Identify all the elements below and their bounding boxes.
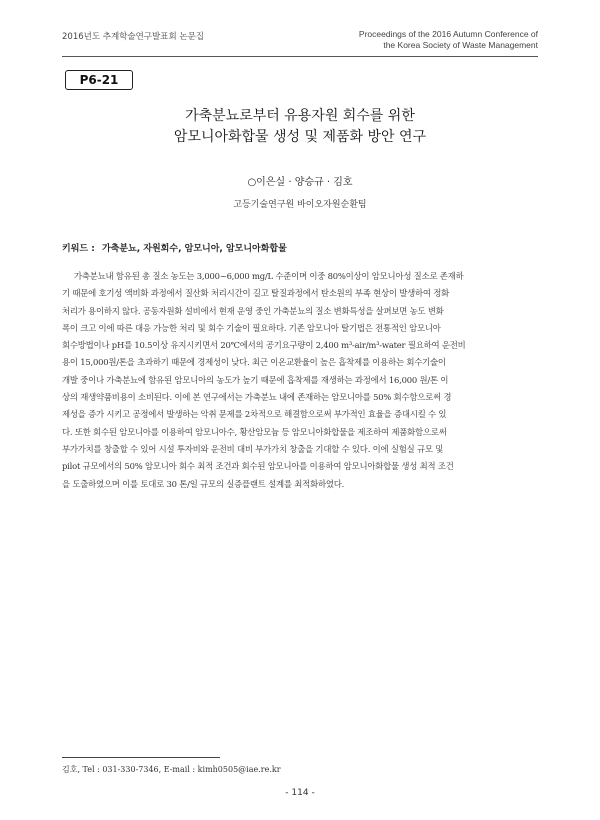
body-line: 폭이 크고 이에 따른 대응 가능한 처리 및 회수 기술이 필요하다. 기존 암모니아 탈기법은 전통적인 암모니아 <box>62 322 441 333</box>
body-line: 을 도출하였으며 이를 토대로 30 톤/일 규모의 실증플랜트 설계를 최적화하였다. <box>62 478 345 489</box>
running-header-left: 2016년도 추계학술연구발표회 논문집 <box>62 32 204 42</box>
header-divider <box>62 56 538 57</box>
abstract-body <box>62 268 538 493</box>
paper-code-badge: P6-21 <box>65 70 133 90</box>
footnote-divider <box>62 757 220 758</box>
page-number: - 114 - <box>285 788 315 798</box>
author-list: ○이은실 · 양승규 · 김호 <box>247 177 353 188</box>
body-line: 용이 15,000원/톤을 초과하기 때문에 경제성이 낮다. 최근 이온교환율이 높은 흡착제를 이용하는 회수기술이 <box>62 357 446 368</box>
running-header-right <box>359 29 538 51</box>
body-line: pilot 규모에서의 50% 암모니아 회수 최적 조건과 회수된 암모니아를 이용하여 암모니아화합물 생성 최적 조건 <box>62 461 454 472</box>
body-line: 다. 또한 회수된 암모니아를 이용하여 암모니아수, 황산암모늄 등 암모니아화합물을 제조하여 제품화함으로써 <box>62 426 447 437</box>
body-line: 가축분뇨내 함유된 총 질소 농도는 3,000~6,000 mg/L 수준이며 이중 80%이상이 암모니아성 질소로 존재하 <box>74 271 464 281</box>
header-right-line-1: Proceedings of the 2016 Autumn Conference of <box>358 29 538 39</box>
affiliation: 고등기술연구원 바이오자원순환팀 <box>233 200 367 210</box>
body-line: 기 때문에 호기성 액비화 과정에서 질산화 처리시간이 길고 탈질과정에서 탄소원의 부족 현상이 발생하여 정화 <box>62 288 450 299</box>
title-line-1: 가축분뇨로부터 유용자원 회수를 위한 <box>185 108 415 124</box>
body-line: 처리가 용이하지 않다. 공동자원화 설비에서 현재 운영 중인 가축분뇨의 질소 변화특성을 살펴보면 농도 변화 <box>62 305 444 316</box>
body-line: 개발 중이나 가축분뇨에 함유된 암모니아의 농도가 높기 때문에 흡착제를 재생하는 과정에서 16,000 원/톤 이 <box>62 374 449 385</box>
title-line-2: 암모니아화합물 생성 및 제품화 방안 연구 <box>173 129 427 145</box>
keywords-label: 키워드 : <box>62 244 95 254</box>
body-line: 부가가치를 창출할 수 있어 시설 투자비와 운전비 대비 부가가치 창출을 기대할 수 있다. 이에 실험실 규모 및 <box>62 443 444 454</box>
body-line: 상의 재생약품비용이 소비된다. 이에 본 연구에서는 가축분뇨 내에 존재하는 암모니아를 50% 회수함으로써 경 <box>62 392 452 403</box>
header-right-line-2: the Korea Society of Waste Management <box>383 40 538 50</box>
paper-title <box>62 106 538 148</box>
keywords <box>62 241 538 254</box>
keywords-text: 가축분뇨, 자원회수, 암모니아, 암모니아화합물 <box>101 244 287 254</box>
body-line: 제성을 증가 시키고 공정에서 발생하는 악취 문제를 2차적으로 해결함으로써 부가적인 효율을 증대시킬 수 있 <box>62 409 447 420</box>
body-line: 회수방법이나 pH를 10.5이상 유지시키면서 20℃에서의 공기요구량이 2,400 m³-air/m³-water 필요하여 운전비 <box>62 340 466 351</box>
footnote-contact: 김호, Tel : 031-330-7346, E-mail : kimh0505@iae.re.kr <box>62 765 281 774</box>
